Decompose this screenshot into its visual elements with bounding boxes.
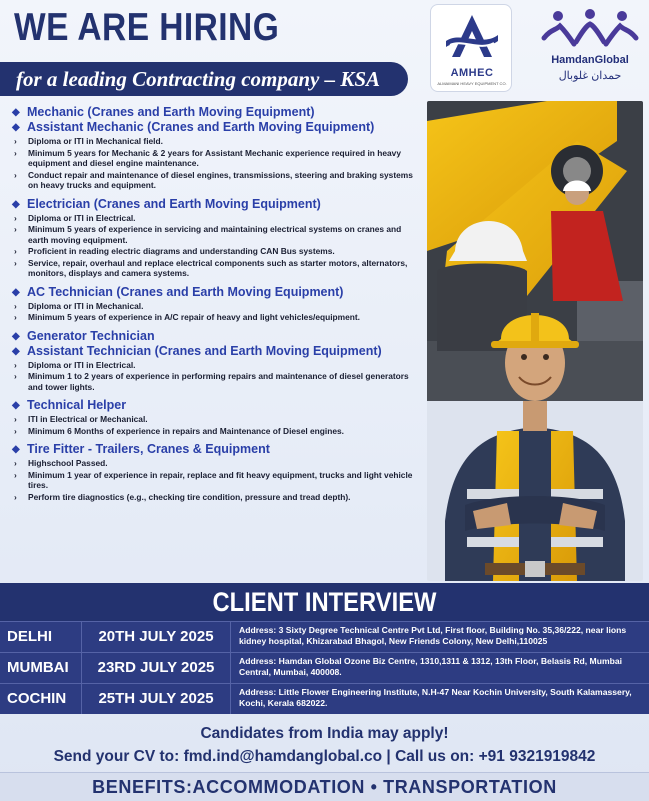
job-title: ◆ Tire Fitter - Trailers, Cranes & Equipment [12, 442, 270, 456]
hamdan-people-icon [536, 8, 644, 52]
chevron-right-icon: › [14, 371, 17, 381]
diamond-bullet-icon: ◆ [12, 400, 20, 411]
interview-address: Address: 3 Sixty Degree Technical Centre Pvt Ltd, First floor, Building No. 35,36/222, near lions kidney hospital, Khizarabad Bhagol, New Friends Colony, New Delhi,110025 [239, 625, 627, 646]
amhec-emblem-icon [442, 11, 502, 65]
diamond-bullet-icon: ◆ [12, 330, 20, 342]
chevron-right-icon: › [14, 458, 17, 468]
interview-row-delhi [0, 621, 649, 652]
job-electrician [12, 197, 422, 279]
interview-city: COCHIN [0, 684, 82, 714]
chevron-right-icon: › [14, 414, 17, 424]
requirement-item: › Proficient in reading electric diagrams and understanding CAN Bus systems. [14, 246, 335, 256]
subtitle-banner [0, 62, 408, 96]
requirement-item: › Diploma or ITI in Mechanical field. [14, 136, 163, 146]
job-title: ◆ Assistant Mechanic (Cranes and Earth Moving Equipment) [12, 120, 375, 134]
requirement-item: › Minimum 1 year of experience in repair, replace and fit heavy equipment, trucks and light vehicle tires. [14, 469, 413, 490]
interview-date: 20TH JULY 2025 [82, 622, 231, 652]
chevron-right-icon: › [14, 169, 17, 180]
hiring-title: WE ARE HIRING [14, 6, 280, 49]
job-tire-fitter [12, 442, 422, 502]
requirement-item: › Minimum 5 years of experience in A/C repair of heavy and light vehicles/equipment. [14, 312, 360, 322]
chevron-right-icon: › [14, 147, 17, 158]
chevron-right-icon: › [14, 312, 17, 322]
job-title: ◆ Mechanic (Cranes and Earth Moving Equipment) [12, 105, 315, 119]
chevron-right-icon: › [14, 300, 17, 311]
worker-photo [427, 101, 643, 581]
subtitle-text: for a leading Contracting company – KSA [16, 67, 381, 91]
interview-address: Address: Hamdan Global Ozone Biz Centre, 1310,1311 & 1312, 13th Floor, Belasis Rd, Mumbai Central, Mumbai, 400008. [239, 656, 623, 677]
requirement-item: › Diploma or ITI in Mechanical. [14, 300, 144, 311]
requirement-item: › Minimum 6 Months of experience in repairs and Maintenance of Diesel engines. [14, 425, 344, 436]
client-interview-banner [0, 583, 649, 621]
hamdan-arabic-name: حمدان غلوبال [558, 70, 622, 82]
requirement-item: › Minimum 5 years for Mechanic & 2 years for Assistant Mechanic experience required in heavy equipment and diesel engine maintenance. [14, 147, 401, 168]
requirement-item: › Minimum 5 years of experience in servicing and maintaining electrical systems on cranes and earth moving equipment. [14, 224, 402, 245]
diamond-bullet-icon: ◆ [12, 122, 20, 133]
chevron-right-icon: › [14, 469, 17, 480]
interview-date: 25TH JULY 2025 [82, 684, 231, 714]
hamdan-name: HamdanGlobal [551, 54, 629, 66]
requirement-item: › Minimum 1 to 2 years of experience in performing repairs and maintenance of diesel generators and tower lights. [14, 371, 409, 392]
chevron-right-icon: › [14, 491, 17, 502]
chevron-right-icon: › [14, 246, 17, 256]
benefits-bar [0, 772, 649, 801]
interview-row-cochin [0, 683, 649, 714]
job-technical-helper [12, 398, 422, 436]
chevron-right-icon: › [14, 224, 17, 234]
diamond-bullet-icon: ◆ [12, 286, 20, 298]
requirement-item: › Diploma or ITI in Electrical. [14, 359, 136, 370]
chevron-right-icon: › [14, 425, 17, 436]
chevron-right-icon: › [14, 136, 17, 146]
apply-notice: Candidates from India may apply! [200, 725, 449, 742]
job-title: ◆ Technical Helper [12, 398, 127, 412]
chevron-right-icon: › [14, 359, 17, 370]
contact-line: Send your CV to: fmd.ind@hamdanglobal.co | Call us on: +91 9321919842 [53, 748, 596, 765]
requirement-item: › Service, repair, overhaul and replace electrical components such as starter motors, alternators, monitors, displays and camera systems. [14, 257, 408, 278]
requirement-item: › Highschool Passed. [14, 458, 108, 468]
requirement-item: › Diploma or ITI in Electrical. [14, 212, 136, 223]
hamdan-logo [536, 8, 644, 90]
job-title: ◆ Generator Technician [12, 328, 155, 343]
requirement-item: › Perform tire diagnostics (e.g., checking tire condition, pressure and tread depth). [14, 491, 351, 502]
benefits-text: BENEFITS:ACCOMMODATION • TRANSPORTATION [92, 777, 557, 797]
interview-date: 23RD JULY 2025 [82, 653, 231, 683]
job-title: ◆ AC Technician (Cranes and Earth Moving Equipment) [12, 284, 344, 299]
amhec-name: AMHEC [450, 67, 494, 79]
interview-schedule [0, 621, 649, 714]
requirement-item: › Conduct repair and maintenance of diesel engines, transmissions, steering and braking systems on heavy trucks and equipment. [14, 169, 413, 190]
diamond-bullet-icon: ◆ [12, 345, 20, 357]
job-mechanic [12, 105, 422, 191]
interview-row-mumbai [0, 652, 649, 683]
job-ac-technician [12, 285, 422, 323]
job-title: ◆ Electrician (Cranes and Earth Moving Equipment) [12, 196, 321, 211]
diamond-bullet-icon: ◆ [12, 444, 20, 455]
chevron-right-icon: › [14, 212, 17, 223]
interview-city: MUMBAI [0, 653, 82, 683]
technician-illustration [427, 101, 643, 581]
job-list [12, 105, 422, 508]
diamond-bullet-icon: ◆ [12, 107, 20, 118]
interview-city: DELHI [0, 622, 82, 652]
interview-address: Address: Little Flower Engineering Institute, N.H-47 Near Kochin University, South Kalamassery, Kochi, Kerala 682022. [239, 687, 632, 708]
amhec-logo [430, 4, 512, 92]
job-title: ◆ Assistant Technician (Cranes and Earth Moving Equipment) [12, 343, 382, 358]
job-generator-technician [12, 329, 422, 393]
chevron-right-icon: › [14, 257, 17, 268]
diamond-bullet-icon: ◆ [12, 198, 20, 210]
requirement-item: › ITI in Electrical or Mechanical. [14, 414, 148, 424]
amhec-subtext: ALMAIMANI HEAVY EQUIPMENT CO. [437, 81, 507, 86]
client-interview-heading: CLIENT INTERVIEW [212, 587, 437, 617]
